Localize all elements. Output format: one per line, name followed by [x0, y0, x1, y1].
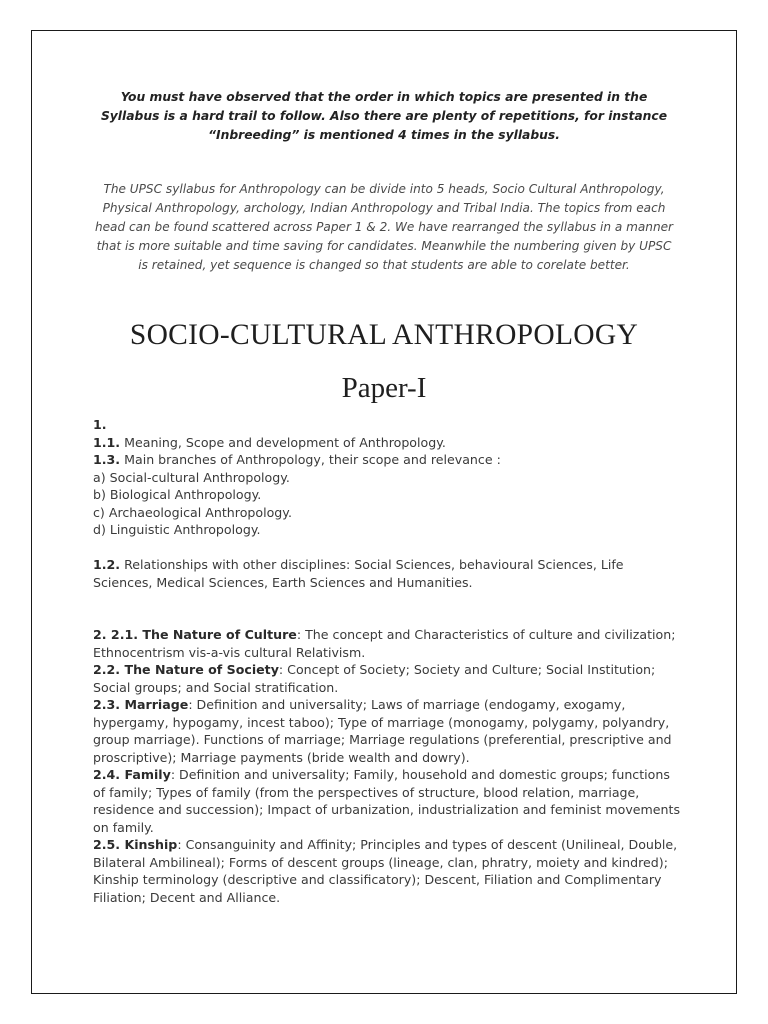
item-1-1: 1.1. Meaning, Scope and development of Anthropology. [93, 434, 446, 450]
main-title: SOCIO-CULTURAL ANTHROPOLOGY [129, 319, 639, 351]
subitem-d: d) Linguistic Anthropology. [93, 522, 261, 537]
subitem-b: b) Biological Anthropology. [93, 487, 262, 502]
item-2-3: 2.3. Marriage: Definition and universality; Laws of marriage (endogamy, exogamy, hypergamy, hypogamy, incest taboo); Type of marriage (monogamy, polygamy, polyandry, group marriage). Functions of marriage; Marriage regulations (preferential, prescriptive and proscriptive); Marriage payments (bride wealth and dowry). [93, 697, 672, 765]
item-2-4: 2.4. Family: Definition and universality; Family, household and domestic groups; functions of family; Types of family (from the perspectives of structure, blood relation, marriage, residence and succession); Impact of urbanization, industrialization and feminist movements on family. [93, 767, 681, 835]
subitem-c: c) Archaeological Anthropology. [93, 504, 292, 520]
item-2-2: 2.2. The Nature of Society: Concept of Society; Society and Culture; Social Institution; Social groups; and Social stratification. [93, 662, 656, 695]
item-2-5: 2.5. Kinship: Consanguinity and Affinity; Principles and types of descent (Unilineal, Double, Bilateral Ambilineal); Forms of descent groups (lineage, clan, phratry, moiety and kindred); Kinship terminology (descriptive and classificatory); Descent, Filiation and Complimentary Filiation; Decent and Alliance. [93, 837, 678, 905]
paper-title: Paper-I [341, 372, 427, 404]
syllabus-content [93, 416, 683, 906]
item-2-1: 2. 2.1. The Nature of Culture: The concept and Characteristics of culture and civilization; Ethnocentrism vis-a-vis cultural Relativism. [93, 627, 676, 660]
intro-bold-note: You must have observed that the order in which topics are presented in the Syllabus is a hard trail to follow. Also there are plenty of repetitions, for instance “Inbreeding” is mentioned 4 times in the syllabus. [100, 90, 668, 142]
section-1-number: 1. [93, 417, 107, 432]
item-1-3: 1.3. Main branches of Anthropology, their scope and relevance : [93, 452, 501, 467]
subitem-a: a) Social-cultural Anthropology. [93, 469, 290, 485]
item-1-2: 1.2. Relationships with other disciplines: Social Sciences, behavioural Sciences, Life Sciences, Medical Sciences, Earth Sciences and Humanities. [93, 557, 624, 590]
intro-body-note: The UPSC syllabus for Anthropology can be divide into 5 heads, Socio Cultural Anthropology, Physical Anthropology, archology, Indian Anthropology and Tribal India. The topics from each head can be found scattered across Paper 1 & 2. We have rearranged the syllabus in a manner that is more suitable and time saving for candidates. Meanwhile the numbering given by UPSC is retained, yet sequence is changed so that students are able to corelate better. [94, 182, 674, 272]
